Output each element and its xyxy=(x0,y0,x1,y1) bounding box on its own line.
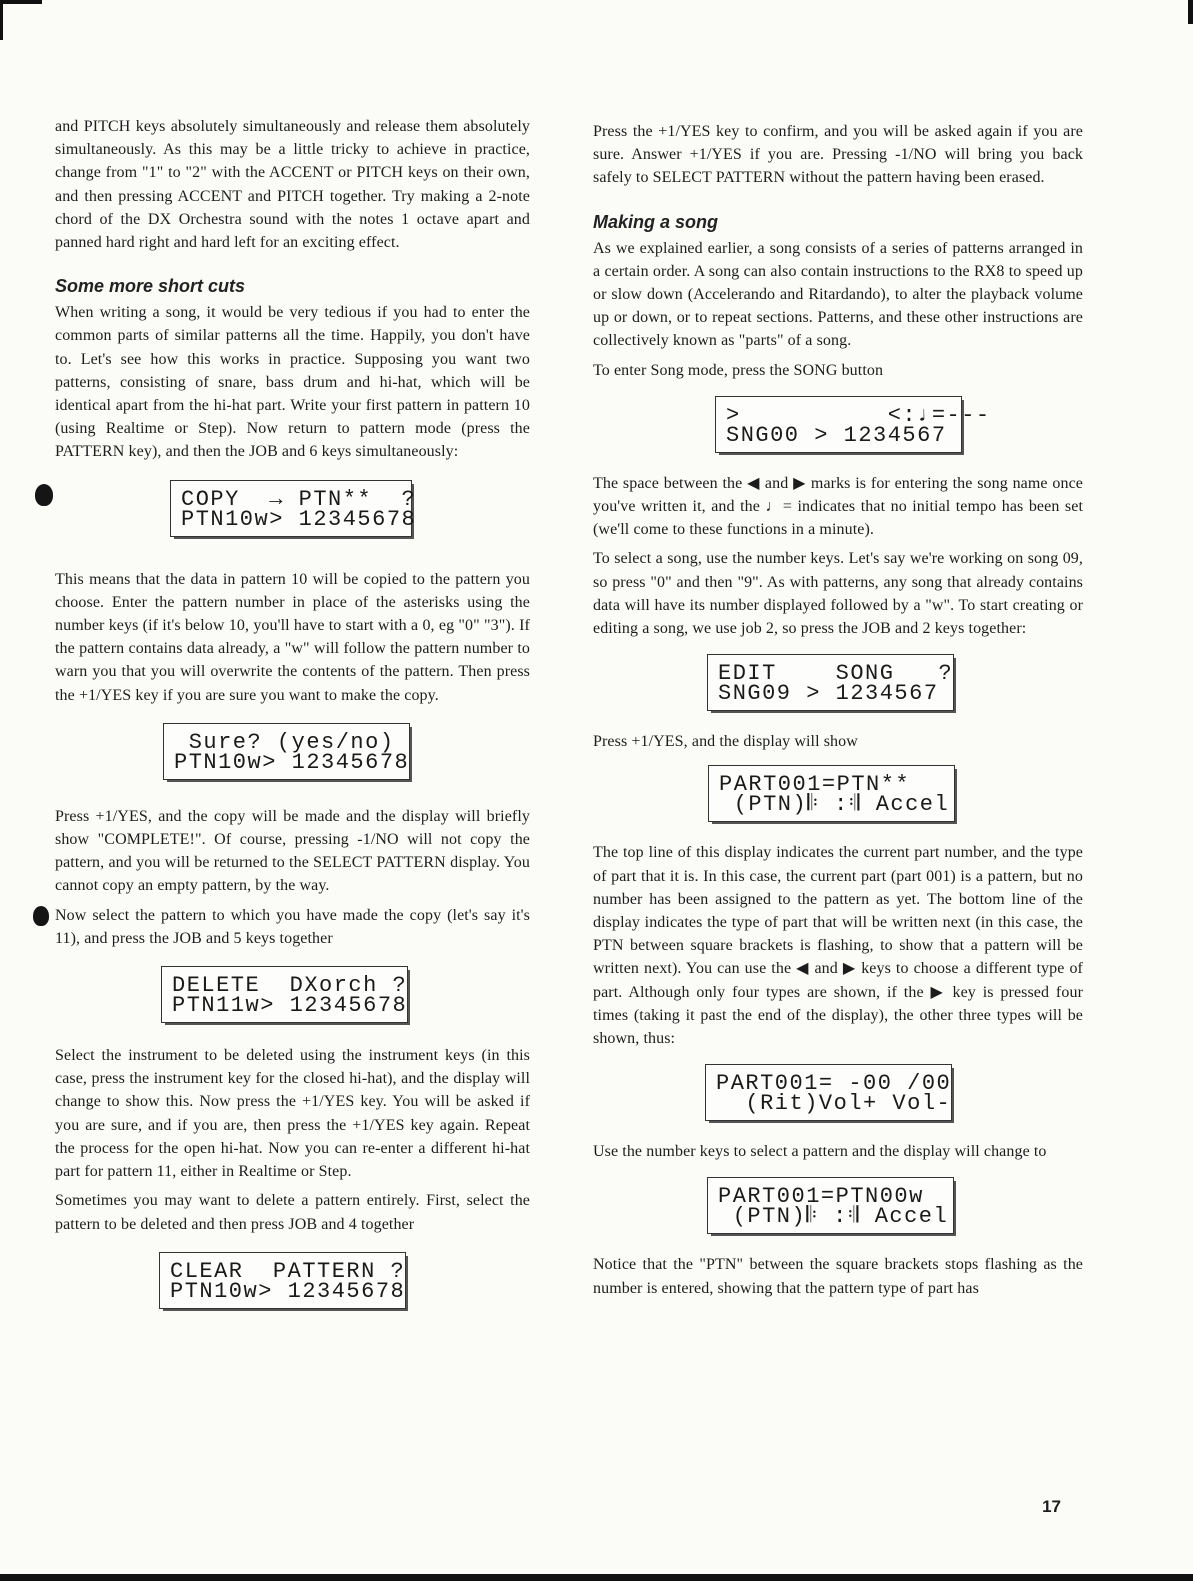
lcd-part3-block xyxy=(593,1177,1083,1237)
lcd-line-2: SNG09 > 1234567 xyxy=(718,681,939,707)
lcd-line-1: COPY → PTN** ? xyxy=(181,486,417,512)
lcd-sure-display xyxy=(163,723,410,780)
lcd-clear-block xyxy=(55,1252,530,1312)
bullet-icon xyxy=(33,906,49,926)
left-para-5: Now select the pattern to which you have made the copy (let's say it's 11), and press the JOB and 5 keys together xyxy=(55,906,530,947)
lcd-song-block xyxy=(593,396,1083,456)
lcd-line-1: PART001= -00 /00 xyxy=(716,1071,952,1097)
lcd-line-2: PTN10w> 12345678 xyxy=(170,1278,406,1304)
left-para-4: Press +1/YES, and the copy will be made and the display will briefly show "COMPLETE!". Of course, pressing -1/NO will not copy the pattern, and you will be returned to the SELECT PATTERN display. You cannot copy an empty pattern, by the way. xyxy=(55,807,530,895)
lcd-line-2: PTN10w> 12345678 xyxy=(174,749,410,775)
lcd-part2-block xyxy=(593,1064,1083,1124)
lcd-line-1: > <:♩=--- xyxy=(726,402,991,428)
lcd-edit-display xyxy=(707,654,954,711)
lcd-copy-display xyxy=(170,480,417,537)
page-number: 17 xyxy=(1042,1497,1061,1516)
scan-edge-top xyxy=(0,0,42,4)
lcd-song-display xyxy=(715,396,991,453)
right-column xyxy=(593,120,1083,1306)
left-para-1: and PITCH keys absolutely simultaneously and release them absolutely simultaneously. As this may be a little tricky to achieve in practice, change from "1" to "2" with the ACCENT or PITCH keys on their own, and then pressing ACCENT and PITCH together. Try making a 2-note chord of the DX Orchestra sound with the notes 1 octave apart and panned hard right and hard left for an exciting effect. xyxy=(55,118,530,252)
lcd-line-1: PART001=PTN00w xyxy=(718,1184,924,1210)
scan-edge-right xyxy=(1188,0,1193,24)
scan-edge-left xyxy=(0,0,3,40)
lcd-line-1: PART001=PTN** xyxy=(719,772,911,798)
right-para-8: Use the number keys to select a pattern and the display will change to xyxy=(593,1143,1047,1161)
right-para-3: To enter Song mode, press the SONG button xyxy=(593,361,884,379)
lcd-line-2: (Rit)Vol+ Vol- xyxy=(716,1091,952,1117)
lcd-line-2: (PTN)𝄆 :𝄇 Accel xyxy=(718,1204,949,1230)
lcd-edit-block xyxy=(593,654,1083,714)
lcd-delete-display xyxy=(161,966,408,1023)
lcd-part1-display xyxy=(708,765,955,822)
lcd-clear-display xyxy=(159,1252,406,1309)
lcd-part2-display xyxy=(705,1064,952,1121)
left-para-5-wrap xyxy=(55,904,530,950)
right-para-7: The top line of this display indicates the current part number, and the type of part that it is. In this case, the current part (part 001) is a pattern, but no number has been assigned to the pattern as yet. The bottom line of the display indicates the type of part that will be written next (in this case, the PTN between square brackets is flashing, to show that a pattern will be written next). You can use the ◀ and ▶ keys to choose a different type of part. Although only four types are shown, if the ▶ key is pressed four times (taking it past the end of the display), the other three types will be shown, thus: xyxy=(593,844,1083,1048)
lcd-line-2: PTN10w> 12345678 xyxy=(181,506,417,532)
right-para-6: Press +1/YES, and the display will show xyxy=(593,733,858,751)
left-column xyxy=(55,115,530,1312)
left-para-6: Select the instrument to be deleted using the instrument keys (in this case, press the instrument key for the closed hi-hat), and the display will change to show this. Now press the +1/YES key. You will be asked if you are sure, and if you are, then press the +1/YES key again. Repeat the process for the open hi-hat. Now you can re-enter a different hi-hat part for pattern 11, either in Realtime or Step. xyxy=(55,1047,530,1181)
lcd-delete-block xyxy=(55,966,530,1026)
lcd-line-2: SNG00 > 1234567 xyxy=(726,422,947,448)
lcd-line-1: CLEAR PATTERN ? xyxy=(170,1258,406,1284)
lcd-line-1: EDIT SONG ? xyxy=(718,661,954,687)
right-para-4: The space between the ◀ and ▶ marks is for entering the song name once you've written it, and the ♩= indicates that no initial tempo has been set (we'll come to these functions in a minute). xyxy=(593,474,1083,539)
heading-short-cuts: Some more short cuts xyxy=(55,276,246,297)
scan-edge-bottom xyxy=(0,1574,1193,1581)
lcd-sure-block xyxy=(55,723,530,785)
right-para-1: Press the +1/YES key to confirm, and you will be asked again if you are sure. Answer +1/YES if you are. Pressing -1/NO will bring you back safely to SELECT PATTERN without the pattern having been erased. xyxy=(593,123,1083,187)
lcd-line-2: (PTN)𝄆 :𝄇 Accel xyxy=(719,792,950,818)
lcd-line-1: DELETE DXorch ? xyxy=(172,973,408,999)
lcd-copy-block xyxy=(55,480,530,550)
right-para-5: To select a song, use the number keys. Let's say we're working on song 09, so press "0" and then "9". As with patterns, any song that already contains data will have its number displayed followed by a "w". To start creating or editing a song, we use job 2, so press the JOB and 2 keys together: xyxy=(593,550,1083,638)
lcd-part1-block xyxy=(593,765,1083,825)
lcd-line-2: PTN11w> 12345678 xyxy=(172,993,408,1019)
right-para-9: Notice that the "PTN" between the square brackets stops flashing as the number is entered, showing that the pattern type of part has xyxy=(593,1256,1083,1297)
bullet-icon xyxy=(35,484,53,506)
left-para-3: This means that the data in pattern 10 will be copied to the pattern you choose. Enter the pattern number in place of the asterisks using the number keys (if it's below 10, you'll have to start with a 0, eg "0" "3"). If the pattern contains data already, a "w" will follow the pattern number to warn you that you will overwrite the contents of the pattern. Then press the +1/YES key if you are sure you want to make the copy. xyxy=(55,570,530,704)
heading-making-a-song: Making a song xyxy=(593,211,719,232)
lcd-line-1: Sure? (yes/no) xyxy=(174,729,395,755)
right-para-2: As we explained earlier, a song consists of a series of patterns arranged in a certain order. A song can also contain instructions to the RX8 to speed up or slow down (Accelerando and Ritardando), to alter the playback volume up or down, or to repeat sections. Patterns, and these other instructions are collectively known as "parts" of a song. xyxy=(593,239,1083,350)
lcd-part3-display xyxy=(707,1177,954,1234)
left-para-7: Sometimes you may want to delete a pattern entirely. First, select the pattern to be deleted and then press JOB and 4 together xyxy=(55,1192,530,1233)
left-para-2: When writing a song, it would be very tedious if you had to enter the common parts of similar patterns all the time. Happily, you don't have to. Let's see how this works in practice. Supposing you want two patterns, consisting of snare, bass drum and hi-hat, which will be identical apart from the hi-hat part. Write your first pattern in pattern 10 (using Realtime or Step). Now return to pattern mode (press the PATTERN key), and then the JOB and 6 keys simultaneously: xyxy=(55,304,530,461)
